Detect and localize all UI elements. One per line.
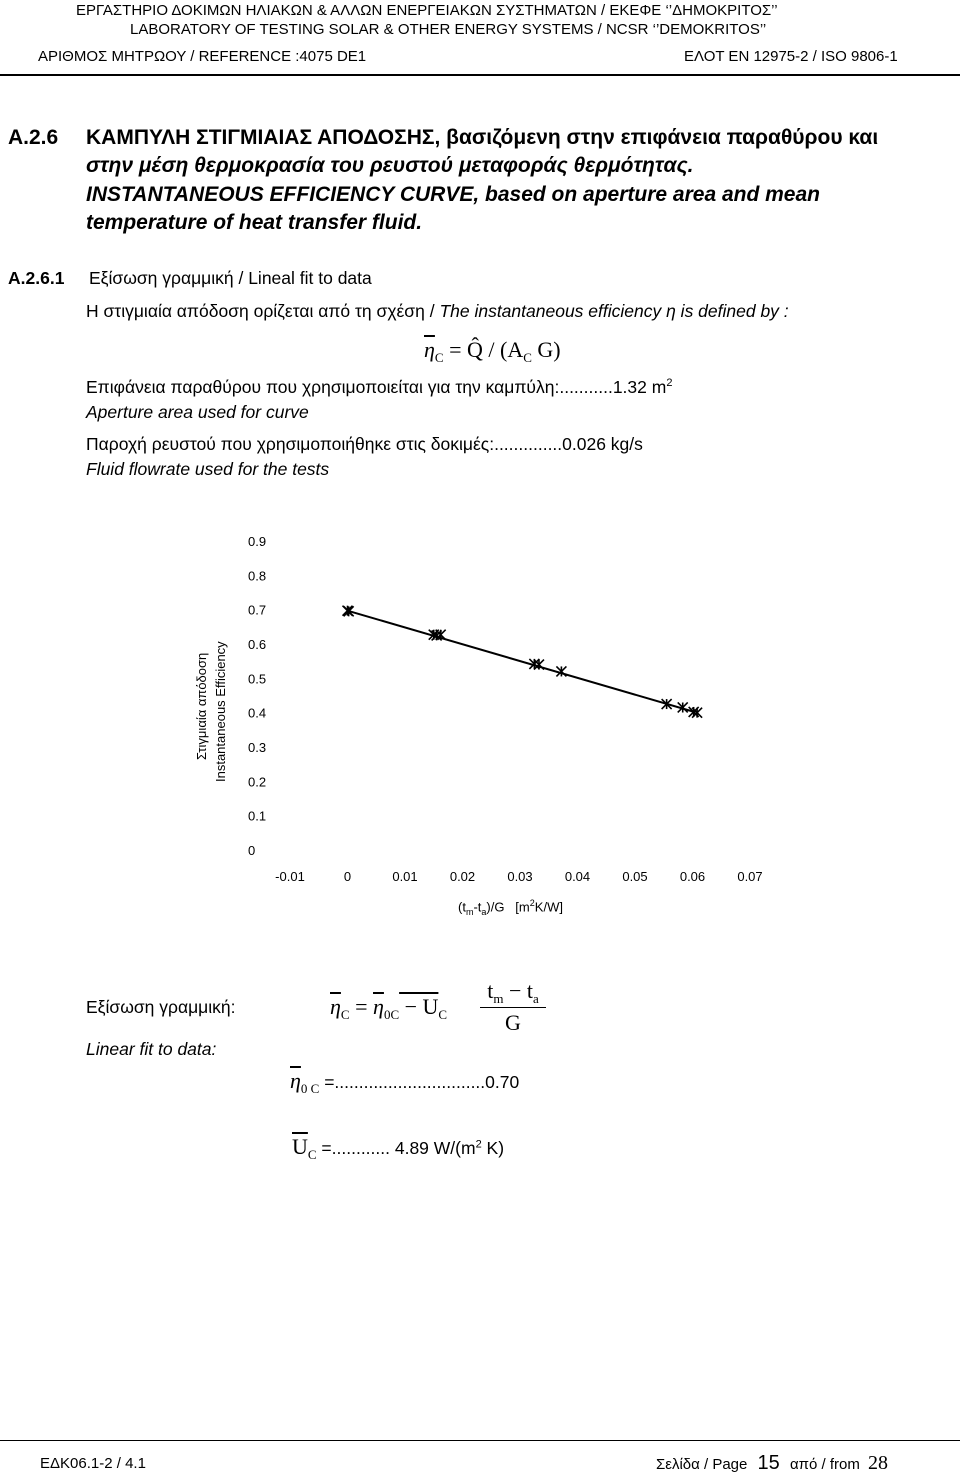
eq-sub-0c: 0C [383,1007,400,1022]
x-tick-label: 0.04 [564,869,591,884]
formula-sub-c2: C [523,350,532,365]
formula-rest: = Q̂ / (A [443,337,524,362]
section-title-english-2: temperature of heat transfer fluid. [86,211,423,234]
y-tick-label: 0.7 [248,602,267,618]
eta0-symbol: $\overline{\eta}$ [290,1068,301,1093]
x-tick-label: 0.05 [622,869,648,884]
efficiency-formula [424,337,561,366]
eq-minus: − U [399,994,439,1019]
footer-page-num: 15 [757,1452,780,1474]
footer-separator [0,1440,960,1441]
formula-end: G) [531,337,561,362]
x-tick-label: 0.03 [507,869,533,884]
uc-sup: 2 [475,1138,482,1151]
eq-fraction-numerator [478,978,548,1007]
eq-fraction-bar [480,1007,546,1008]
chart-xlabel: $(t_m-t_a)/G$ $[m^2K/W]$ [458,898,563,917]
definition-english: The instantaneous efficiency η is defined by : [439,301,789,321]
eq-num: t [487,978,494,1003]
formula-eta: $\overline{\eta}$ [424,337,435,362]
chart-ylabel-greek: Στιγμιαία απόδοση [194,652,209,760]
y-tick-label: 0.4 [248,705,267,721]
footer-page-label: Σελίδα / Page [656,1456,748,1473]
uc-sub: C [307,1147,317,1162]
x-tick-label: 0.02 [449,869,476,884]
header-reference: ΑΡΙΘΜΟΣ ΜΗΤΡΩΟΥ / REFERENCE :4075 DE1 [38,48,367,65]
y-tick-label: 0.5 [248,671,267,687]
aperture-label: Επιφάνεια παραθύρου που χρησιμοποιείται για την καμπύλη:...........1.32 m [86,377,667,397]
section-title-greek-1: ΚΑΜΠΥΛΗ ΣΤΙΓΜΙΑΙΑΣ ΑΠΟΔΟΣΗΣ, βασιζόμενη στην επιφάνεια παραθύρου και [86,126,879,149]
formula-sub-c: C [434,350,444,365]
fit-equation [330,994,447,1023]
eq-num-sub-a: a [533,991,539,1006]
eta0-value: =...............................0.70 [319,1072,520,1092]
header-standard: ΕΛΟΤ ΕΝ 12975-2 / ISO 9806-1 [684,48,898,65]
eq-num-sub-m: m [493,991,504,1006]
eq-sub-c: C [340,1007,350,1022]
footer-page [656,1452,888,1475]
fit-label-greek: Εξίσωση γραμμική: [86,997,236,1017]
aperture-sup: 2 [666,377,673,390]
footer-from-label: από / from [789,1456,860,1473]
x-tick-label: 0.06 [679,869,706,884]
y-tick-label: 0.6 [248,637,267,652]
chart-ylabel-english: Instantaneous Efficiency [213,641,228,782]
fit-label-english: Linear fit to data: [86,1039,217,1059]
header-separator [0,74,960,76]
fit-line [348,611,696,713]
uc-value: =............ 4.89 W/(m [316,1138,476,1158]
y-tick-label: 0.1 [248,808,267,824]
y-tick-label: 0.2 [248,774,267,790]
aperture-english: Aperture area used for curve [86,402,309,422]
eq-den: G [505,1010,521,1035]
x-tick-label: -0.01 [275,869,305,884]
flow-english: Fluid flowrate used for the tests [86,459,330,479]
x-tick-label: 0.01 [392,869,418,884]
efficiency-chart [180,525,800,925]
footer-total-pages: 28 [868,1452,888,1474]
eq-sub-c2: C [438,1007,448,1022]
y-tick-label: 0.9 [248,534,267,549]
footer-doc-id: ΕΔΚ06.1-2 / 4.1 [40,1455,146,1472]
x-tick-label: 0.07 [737,869,763,884]
uc-unit-end: K) [481,1138,505,1158]
eta0-sub: 0 C [300,1081,320,1096]
uc-line [292,1134,504,1163]
uc-symbol: $\overline{U}$ [292,1134,308,1159]
flow-label: Παροχή ρευστού που χρησιμοποιήθηκε στις δοκιμές:..............0.026 kg/s [86,434,643,454]
y-tick-label: 0.3 [248,740,267,755]
eta0-line [290,1068,519,1097]
eq-eta0: $\overline{\eta}$ [373,994,384,1019]
header-lab-english: LABORATORY OF TESTING SOLAR & OTHER ENERGY SYSTEMS / NCSR ‘’DEMOKRITOS’’ [130,21,767,38]
header-lab-greek: ΕΡΓΑΣΤΗΡΙΟ ΔΟΚΙΜΩΝ ΗΛΙΑΚΩΝ & ΑΛΛΩΝ ΕΝΕΡΓΕΙΑΚΩΝ ΣΥΣΤΗΜΑΤΩΝ / ΕΚΕΦΕ ‘’ΔΗΜΟΚΡΙΤΟΣ’’ [76,2,778,19]
section-number: A.2.6 [8,126,59,149]
section-title-greek-2: στην μέση θερμοκρασία του ρευστού μεταφοράς θερμότητας. [86,154,694,177]
definition-greek: Η στιγμιαία απόδοση ορίζεται από τη σχέση / [86,301,440,321]
subsection-title: Εξίσωση γραμμική / Lineal fit to data [89,268,372,288]
eq-eta: $\overline{\eta}$ [330,994,341,1019]
subsection-number: A.2.6.1 [8,268,65,288]
definition-line [86,301,789,322]
eq-eq: = [349,994,374,1019]
section-title-english-1: INSTANTANEOUS EFFICIENCY CURVE, based on aperture area and mean [86,183,820,206]
aperture-line [86,377,672,398]
eq-num-minus: − t [503,978,533,1003]
y-tick-label: 0 [248,843,256,858]
y-tick-label: 0.8 [248,568,267,584]
x-tick-label: 0 [343,869,352,884]
